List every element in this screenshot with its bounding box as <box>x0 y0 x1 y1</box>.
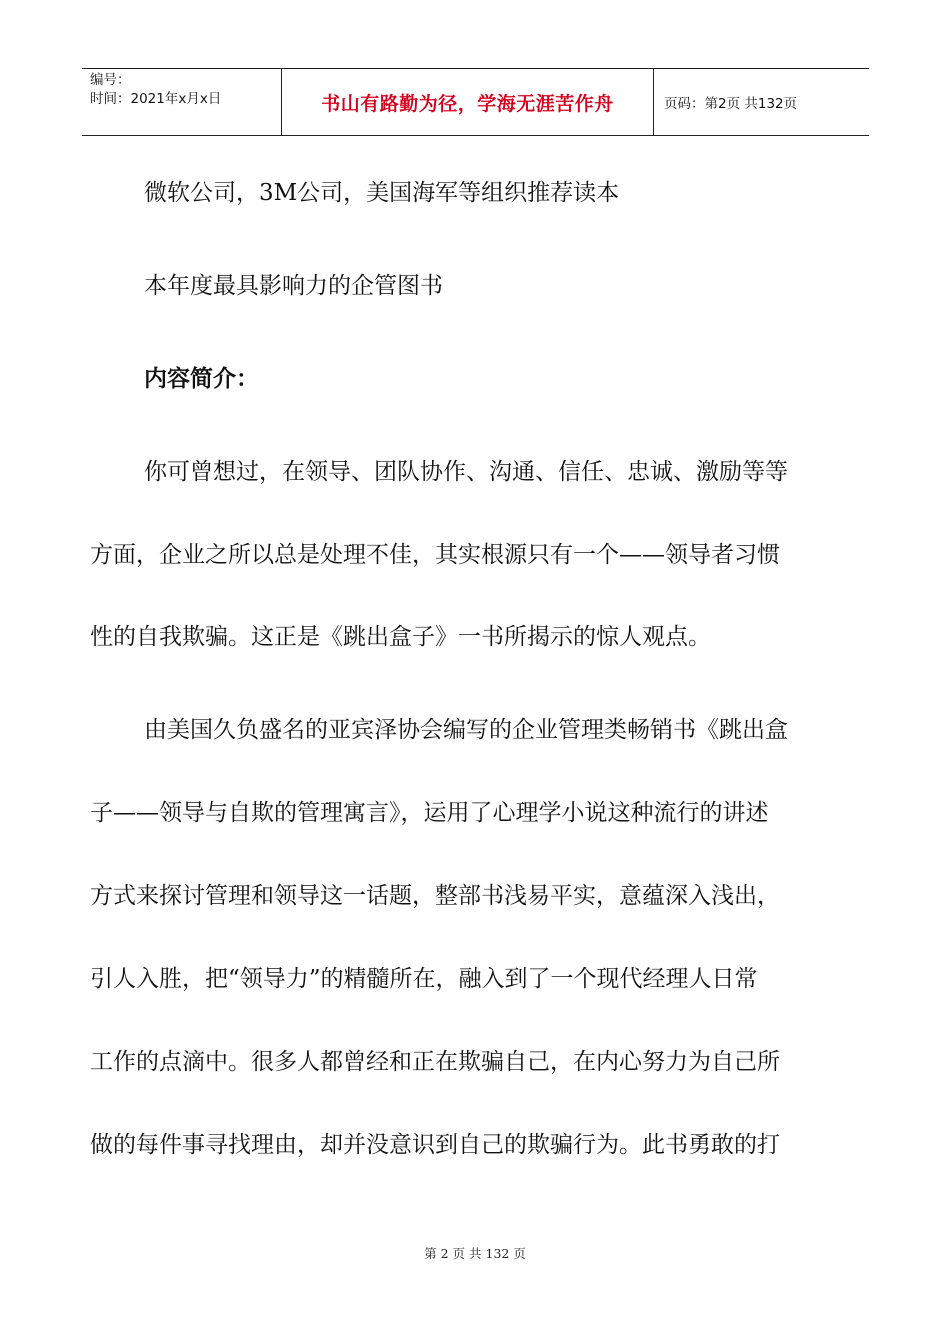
time-label: 时间：2021年x月x日 <box>90 91 222 107</box>
number-label: 编号： <box>90 72 131 88</box>
header-page-info: 页码：第2页 共132页 <box>664 96 798 112</box>
paragraph-line: 方面，企业之所以总是处理不佳，其实根源只有一个——领导者习惯 <box>90 542 780 568</box>
paragraph-line: 引人入胜，把“领导力”的精髓所在，融入到了一个现代经理人日常 <box>90 966 758 992</box>
paragraph-line: 由美国久负盛名的亚宾泽协会编写的企业管理类畅销书《跳出盒 <box>144 717 788 743</box>
paragraph-line: 你可曾想过，在领导、团队协作、沟通、信任、忠诚、激励等等 <box>144 459 788 485</box>
paragraph-line: 性的自我欺骗。这正是《跳出盒子》一书所揭示的惊人观点。 <box>90 624 711 650</box>
paragraph-line: 做的每件事寻找理由，却并没意识到自己的欺骗行为。此书勇敢的打 <box>90 1132 780 1158</box>
paragraph-line: 工作的点滴中。很多人都曾经和正在欺骗自己，在内心努力为自己所 <box>90 1049 780 1075</box>
recommend-line: 微软公司，3M公司，美国海军等组织推荐读本 <box>144 180 620 206</box>
section-heading: 内容简介： <box>144 365 259 392</box>
paragraph-line: 子——领导与自欺的管理寓言》，运用了心理学小说这种流行的讲述 <box>90 800 769 826</box>
header-table <box>82 68 869 136</box>
influence-line: 本年度最具影响力的企管图书 <box>144 273 443 299</box>
paragraph-line: 方式来探讨管理和领导这一话题，整部书浅易平实，意蕴深入浅出， <box>90 883 780 909</box>
header-motto: 书山有路勤为径，学海无涯苦作舟 <box>282 69 654 135</box>
page-footer: 第 2 页 共 132 页 <box>424 1246 526 1261</box>
header-meta-cell <box>82 69 282 135</box>
